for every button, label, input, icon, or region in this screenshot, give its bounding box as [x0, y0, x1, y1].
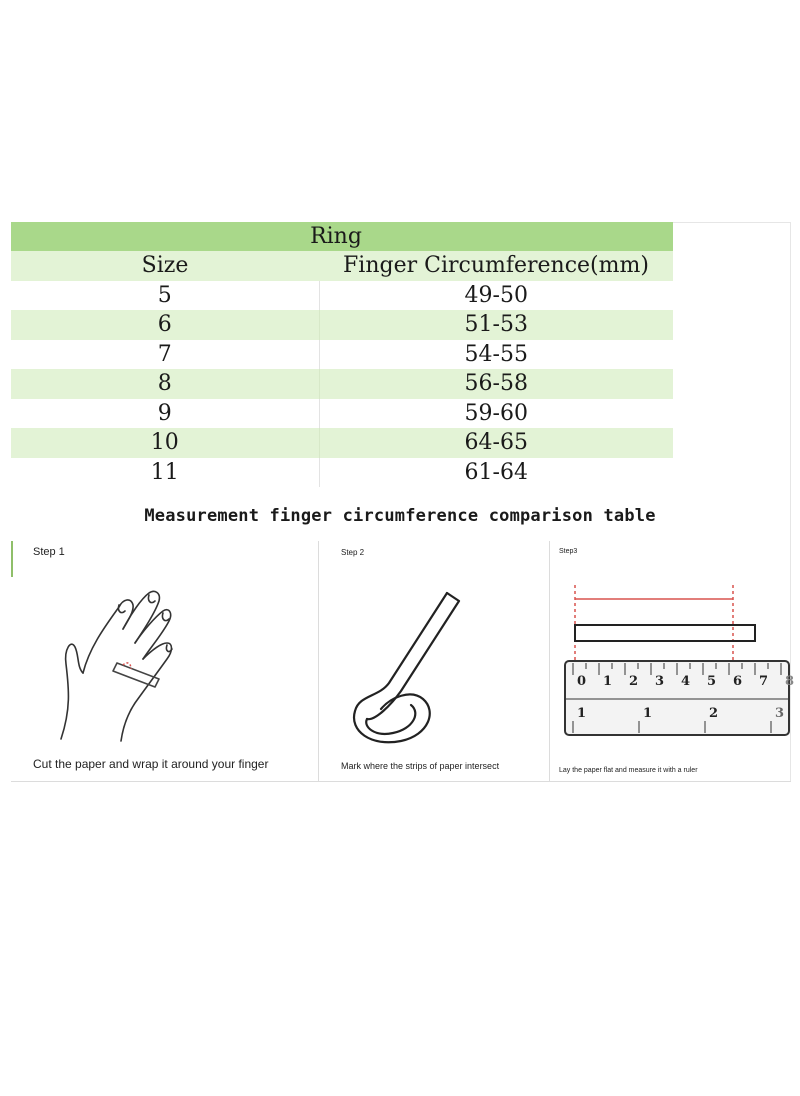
- cell-size: 11: [150, 459, 179, 485]
- cell-size: 9: [157, 400, 172, 426]
- paper-strip-loop-icon: [341, 571, 501, 751]
- ruler-inch-labels: [567, 706, 800, 724]
- step-3-label: Step3: [559, 548, 578, 555]
- ruler-cm-label: 6: [733, 674, 743, 689]
- cell-circumference: 64-65: [319, 428, 673, 458]
- ruler-cm-label: 0: [577, 674, 587, 689]
- ring-size-table: [11, 222, 673, 487]
- hand-wrap-icon: [31, 569, 211, 749]
- ruler-cm-label: 2: [629, 674, 639, 689]
- table-row: [11, 428, 673, 458]
- ruler-inch-label: 2: [709, 706, 719, 721]
- table-caption: Measurement finger circumference comparison table: [144, 506, 656, 526]
- step-divider: [318, 541, 319, 781]
- table-title: Ring: [310, 224, 362, 249]
- table-title-row: [11, 222, 673, 251]
- cell-size: 10: [150, 430, 179, 456]
- cell-size: 7: [157, 341, 172, 367]
- table-row: [11, 310, 673, 340]
- step-divider: [549, 541, 550, 781]
- ruler-cm-label: 3: [655, 674, 665, 689]
- ruler-cm-label: 7: [759, 674, 769, 689]
- cell-size: 6: [157, 312, 172, 338]
- table-row: [11, 281, 673, 311]
- cell-circumference: 49-50: [319, 281, 673, 311]
- cell-size: 8: [157, 371, 172, 397]
- ruler-inch-label: 1: [643, 706, 653, 721]
- ruler-cm-label: 5: [707, 674, 717, 689]
- cell-circumference: 61-64: [319, 458, 673, 488]
- cell-circumference: 51-53: [319, 310, 673, 340]
- ruler-inch-label: 1: [577, 706, 587, 721]
- ruler-inch-label: 3: [775, 706, 785, 721]
- cell-size: 5: [157, 282, 172, 308]
- step-1-description: Cut the paper and wrap it around your finger: [33, 757, 269, 771]
- cell-circumference: 59-60: [319, 399, 673, 429]
- table-row: [11, 399, 673, 429]
- step-3-description: Lay the paper flat and measure it with a ruler: [559, 767, 698, 774]
- cell-circumference: 54-55: [319, 340, 673, 370]
- table-row: [11, 369, 673, 399]
- table-row: [11, 340, 673, 370]
- ruler-cm-labels: [567, 674, 800, 692]
- frame-line-top: [672, 222, 790, 223]
- step-2-description: Mark where the strips of paper intersect: [341, 761, 500, 771]
- header-circumference: Finger Circumference(mm): [343, 253, 649, 279]
- step-1-label: Step 1: [33, 546, 65, 558]
- cell-circumference: 56-58: [319, 369, 673, 399]
- table-header-row: [11, 251, 673, 281]
- ruler-cm-label: 1: [603, 674, 613, 689]
- header-size: Size: [141, 253, 189, 279]
- step-2-label: Step 2: [341, 548, 365, 557]
- measurement-steps: [11, 541, 795, 782]
- ruler-cm-label: 4: [681, 674, 691, 689]
- ruler-cm-label: 8: [785, 674, 795, 689]
- table-row: [11, 458, 673, 488]
